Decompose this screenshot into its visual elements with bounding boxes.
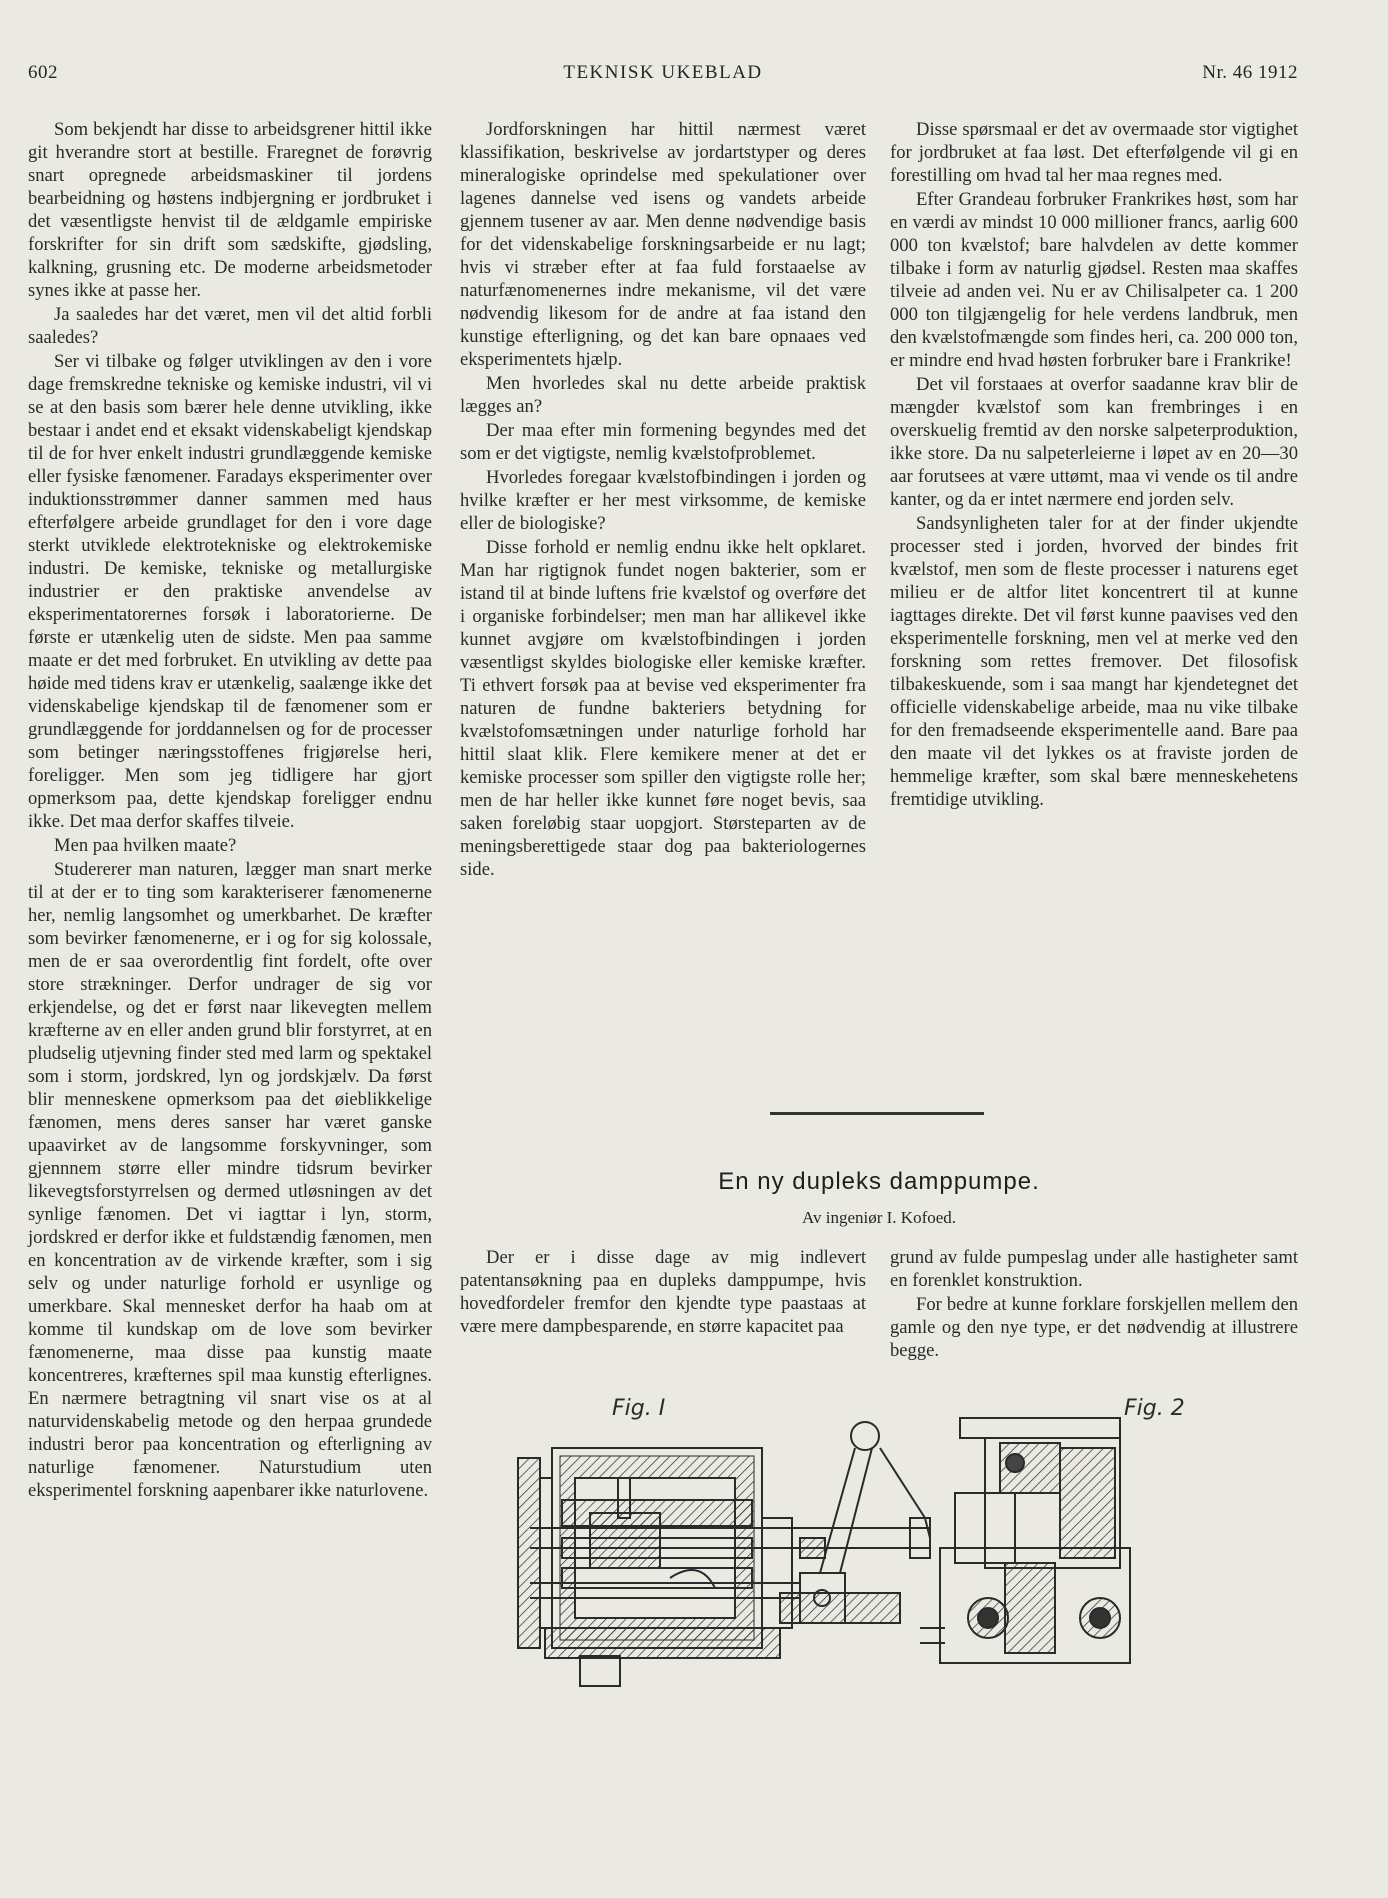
article-column-left	[460, 1246, 866, 1338]
paragraph: Efter Grandeau forbruker Frankrikes høst, som har en værdi av mindst 10 000 millioner francs, aarlig 600 000 ton kvælstof; bare halvdelen av dette kommer tilbake i form av naturlig gjødsel. Resten maa skaffes tilveie ad anden vei. Nu er av Chilisalpeter ca. 1 200 000 ton tilgjængelig for hele verdens landbruk, men den kvælstofmængde som findes heri, ca. 200 000 ton, er mindre end hvad høsten forbruker bare i Frankrike!	[890, 189, 1298, 371]
column-2	[460, 118, 866, 881]
page-header	[28, 62, 1298, 90]
paragraph: Sandsynligheten taler for at der finder ukjendte processer sted i jorden, hvorved der bindes frit kvælstof, men som de fleste processer i naturens eget milieu er de altfor litet koncentrert til at kunne iagttages direkte. Det vil først kunne paavises ved den eksperimentelle forskning, men vel at merke ved den forskning som rettes fremover. Det filosofisk tilbakeskuende, som i saa mangt har kjendetegnet det officielle videnskabelige arbeide, maa nu vike tilbake for den fremadseende eksperimentelle aand. Bare paa den maate vil det lykkes os at fraviste jorden de hemmelige kræfter, som skal bære menneskehetens fremtidige utvikling.	[890, 513, 1298, 810]
section-divider	[770, 1112, 984, 1115]
issue-number: Nr. 46 1912	[1202, 62, 1298, 83]
article-title: En ny dupleks damppumpe.	[718, 1168, 1040, 1195]
paragraph: Men paa hvilken maate?	[54, 835, 237, 856]
paragraph: Der maa efter min formening begyndes med det som er det vigtigste, nemlig kvælstofproblemet.	[460, 420, 866, 464]
paragraph: For bedre at kunne forklare forskjellen mellem den gamle og den nye type, er det nødvendig at illustrere begge.	[890, 1294, 1298, 1361]
figure-2-drawing	[920, 1418, 1130, 1663]
paragraph: Disse spørsmaal er det av overmaade stor vigtighet for jordbruket at faa løst. Det efterfølgende vil gi en forestilling om hvad tal her maa regnes med.	[890, 119, 1298, 186]
paragraph: Studererer man naturen, lægger man snart merke til at der er to ting som karakteriserer fænomenerne her, nemlig langsomhet og umerkbarhet. De kræfter som bevirker fænomenerne, er i og for sig kolossale, men de er saa overordentlig fint fordelt, ofte over store strækninger. Derfor undrager de sig vor erkjendelse, og det er først naar likevegten mellem kræfterne av en eller anden grund blir forstyrret, at en pludselig utjevning finder sted med larm og spektakel som i storm, jordskred, lyn og jordskjælv. Da først blir menneskene opmerksom paa det øieblikkelige fænomen, mens deres sanser har været ganske upaavirket av de langsomme forskyvninger, som gjennnem større eller mindre tidsrum bevirker likevegtsforstyrrelsen og dermed utløsningen av det synlige fænomen. Det vi iagttar i lyn, storm, jordskred er derfor ikke et fuldstændig fænomen, men en koncentration av de virkende kræfter, som i sig selv og under naturlige forhold er usynlige og umerkbare. Skal mennesket derfor ha haab om at komme til kundskap om de love som bevirker fænomenerne, maa disse paa kunstig maate koncentreres, kræfternes spil maa kunstig efterlignes. En nærmere betragtning vil snart vise os at al naturvidenskabelig metode og den herpaa grundede industri beror paa koncentration og efterligning av naturlige fænomener. Naturstudium uten eksperimentel forskning aapenbarer ikke naturlovene.	[28, 859, 432, 1501]
paragraph: Der er i disse dage av mig indlevert patentansøkning paa en dupleks damppumpe, hvis hovedfordeler fremfor den kjendte type paastaas at være mere dampbesparende, en større kapacitet paa	[460, 1247, 866, 1337]
figure-1-label: Fig. I	[612, 1396, 666, 1421]
page-number: 602	[28, 62, 58, 83]
paragraph: Ja saaledes har det været, men vil det altid forbli saaledes?	[28, 304, 432, 348]
paragraph: Som bekjendt har disse to arbeidsgrener hittil ikke git hverandre stort at bestille. Fraregnet de forøvrig snart opregnede arbeidsmaskiner til jordens bearbeidning og høstens indbjergning er jordbruket i det væsentligste henvist til de ældgamle empiriske forskrifter for sin drift som sædskifte, gjødsling, kalkning, grusning etc. De moderne arbeidsmetoder synes ikke at passe her.	[28, 119, 432, 301]
figure-2-label: Fig. 2	[1124, 1396, 1185, 1421]
paragraph: Hvorledes foregaar kvælstofbindingen i jorden og hvilke kræfter er her mest virksomme, de kemiske eller de biologiske?	[460, 467, 866, 534]
paragraph: grund av fulde pumpeslag under alle hastigheter samt en forenklet konstruktion.	[890, 1247, 1298, 1291]
column-1	[28, 118, 432, 1502]
paragraph: Jordforskningen har hittil nærmest været klassifikation, beskrivelse av jordartstyper og deres mineralogiske oprindelse med spekulationer over lagenes dannelse ved isens og vandets arbeide gjennem tusener av aar. Men denne nødvendige basis for det videnskabelige forskningsarbeide er nu lagt; hvis vi stræber efter at faa fuld forstaaelse av naturfænomenernes indre mekanisme, vil det være nødvendig likesom for de andre at faa istand den kunstige efterligning, og det kan bare opnaaes ved eksperimentets hjælp.	[460, 119, 866, 370]
journal-title: TEKNISK UKEBLAD	[563, 62, 763, 83]
paragraph: Det vil forstaaes at overfor saadanne krav blir de mængder kvælstof som kan frembringes i en overskuelig fremtid av den norske salpeterproduktion, ikke store. Da nu salpeterleierne i løpet av en 20—30 aar forutsees at være uttømt, maa vi vende os til andre kanter, og da er intet nærmere end jorden selv.	[890, 374, 1298, 510]
figure-1-drawing	[518, 1422, 930, 1686]
article-byline: Av ingeniør I. Kofoed.	[801, 1208, 957, 1227]
paragraph: Men hvorledes skal nu dette arbeide praktisk lægges an?	[460, 373, 866, 417]
pump-diagram	[500, 1388, 1300, 1698]
paragraph: Ser vi tilbake og følger utviklingen av den i vore dage fremskredne tekniske og kemiske industri, vil vi se at den basis som bærer hele denne utvikling, ikke bestaar i andet end et eksakt videnskabeligt kjendskap til de for hver enkelt industri grundlæggende kemiske eller fysiske fænomener. Faradays eksperimenter over induktionsstrømmer danner sammen med haus efterfølgere arbeide grundlaget for den i vore dage sterkt utviklede elektrotekniske og elektrokemiske industri. De kemiske, tekniske og metallurgiske industrier er den praktiske anvendelse av eksperimentatorernes forsøk i laboratorierne. De første er utænkelig uten de sidste. Men paa samme maate er det med forbruket. En utvikling av dette paa høide med tidens krav er utænkelig, saalænge ikke det videnskabelige kjendskap til de fænomener som er grundlæggende for jorddannelsen og for de processer som betinger næringsstoffenes frigjørelse heri, foreligger. Men som jeg tidligere har gjort opmerksom paa, dette kjendskap foreligger endnu ikke. Det maa derfor skaffes tilveie.	[28, 351, 432, 832]
article-column-right	[890, 1246, 1298, 1362]
column-3	[890, 118, 1298, 811]
paragraph: Disse forhold er nemlig endnu ikke helt opklaret. Man har rigtignok fundet nogen bakterier, som er istand til at binde luftens frie kvælstof og overføre det i organiske forbindelser; men man har allikevel ikke kunnet avgjøre om kvælstofbindingen i jorden væsentligst skyldes biologiske eller kemiske kræfter. Ti ethvert forsøk paa at bevise ved eksperimenter fra naturen de fundne bakteriers betydning for kvælstofomsætningen under naturlige forhold har hittil slaat klik. Flere kemikere mener at det er kemiske processer som spiller den vigtigste rolle her; men de har heller ikke kunnet føre noget bevis, saa saken foreløbig staar uopgjort. Størsteparten av de meningsberettigede staar dog paa bakteriologernes side.	[460, 537, 866, 880]
